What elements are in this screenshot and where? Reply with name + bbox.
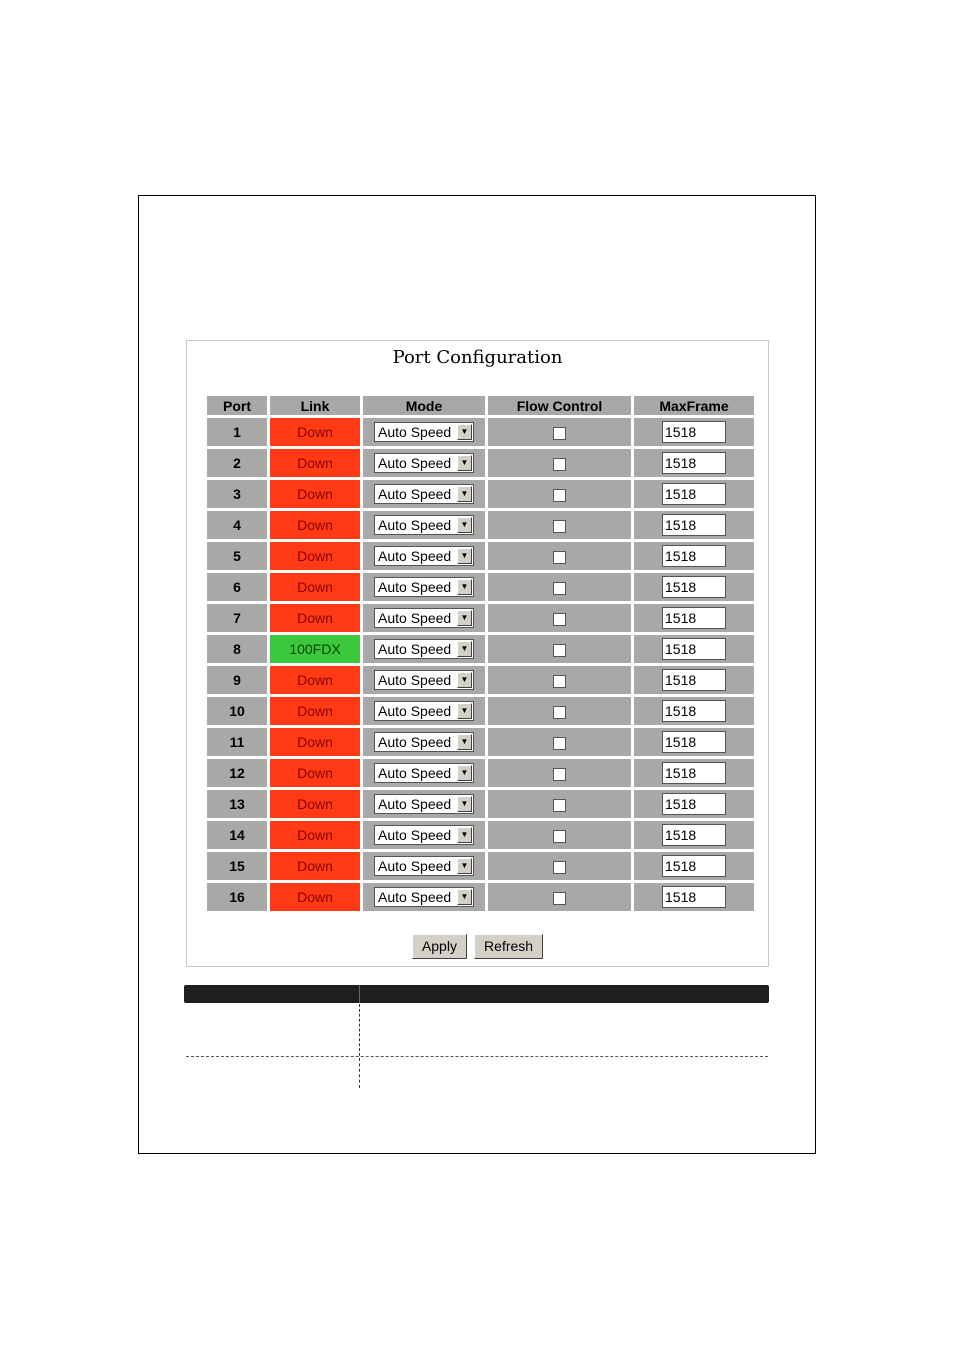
link-status: Down <box>270 542 360 570</box>
flow-control-cell <box>488 573 631 601</box>
maxframe-input[interactable]: 1518 <box>662 452 726 474</box>
link-status: Down <box>270 697 360 725</box>
maxframe-input[interactable]: 1518 <box>662 700 726 722</box>
flow-control-checkbox[interactable] <box>553 861 566 874</box>
port-number: 7 <box>207 604 267 632</box>
flow-control-cell <box>488 604 631 632</box>
maxframe-cell <box>634 511 754 539</box>
maxframe-input[interactable]: 1518 <box>662 576 726 598</box>
chevron-down-icon[interactable]: ▼ <box>457 889 472 905</box>
flow-control-checkbox[interactable] <box>553 613 566 626</box>
mode-select-value: Auto Speed <box>378 703 452 719</box>
flow-control-cell <box>488 542 631 570</box>
flow-control-checkbox[interactable] <box>553 551 566 564</box>
link-status: Down <box>270 418 360 446</box>
mode-select-value: Auto Speed <box>378 486 452 502</box>
table-row <box>207 480 754 508</box>
maxframe-cell <box>634 418 754 446</box>
maxframe-input[interactable]: 1518 <box>662 824 726 846</box>
mode-cell <box>363 449 485 477</box>
mode-select-value: Auto Speed <box>378 610 452 626</box>
table-row <box>207 697 754 725</box>
flow-control-checkbox[interactable] <box>553 768 566 781</box>
link-status: Down <box>270 604 360 632</box>
flow-control-cell <box>488 790 631 818</box>
maxframe-cell <box>634 821 754 849</box>
maxframe-input[interactable]: 1518 <box>662 638 726 660</box>
link-status: Down <box>270 759 360 787</box>
mode-cell <box>363 790 485 818</box>
mode-select[interactable] <box>374 825 474 845</box>
mode-select-value: Auto Speed <box>378 424 452 440</box>
column-header-link: Link <box>270 396 360 415</box>
mode-select[interactable] <box>374 422 474 442</box>
chevron-down-icon[interactable]: ▼ <box>457 517 472 533</box>
column-divider <box>359 1058 360 1088</box>
chevron-down-icon[interactable]: ▼ <box>457 672 472 688</box>
mode-cell <box>363 666 485 694</box>
mode-cell <box>363 759 485 787</box>
chevron-down-icon[interactable]: ▼ <box>457 858 472 874</box>
flow-control-checkbox[interactable] <box>553 458 566 471</box>
mode-select[interactable] <box>374 794 474 814</box>
mode-select[interactable] <box>374 577 474 597</box>
chevron-down-icon[interactable]: ▼ <box>457 703 472 719</box>
port-number: 5 <box>207 542 267 570</box>
table-row <box>207 418 754 446</box>
port-number: 8 <box>207 635 267 663</box>
chevron-down-icon[interactable]: ▼ <box>457 424 472 440</box>
flow-control-cell <box>488 697 631 725</box>
link-status: Down <box>270 883 360 911</box>
link-status: Down <box>270 511 360 539</box>
mode-select-value: Auto Speed <box>378 796 452 812</box>
mode-cell <box>363 542 485 570</box>
flow-control-checkbox[interactable] <box>553 830 566 843</box>
chevron-down-icon[interactable]: ▼ <box>457 610 472 626</box>
port-number: 10 <box>207 697 267 725</box>
table-row <box>207 728 754 756</box>
port-number: 4 <box>207 511 267 539</box>
mode-select-value: Auto Speed <box>378 517 452 533</box>
link-status: Down <box>270 449 360 477</box>
maxframe-input[interactable]: 1518 <box>662 669 726 691</box>
flow-control-cell <box>488 728 631 756</box>
link-status: Down <box>270 852 360 880</box>
maxframe-cell <box>634 480 754 508</box>
maxframe-input[interactable]: 1518 <box>662 731 726 753</box>
port-number: 2 <box>207 449 267 477</box>
mode-select[interactable] <box>374 732 474 752</box>
flow-control-cell <box>488 480 631 508</box>
chevron-down-icon[interactable]: ▼ <box>457 734 472 750</box>
flow-control-cell <box>488 449 631 477</box>
flow-control-checkbox[interactable] <box>553 799 566 812</box>
mode-select[interactable] <box>374 887 474 907</box>
maxframe-input[interactable]: 1518 <box>662 607 726 629</box>
mode-cell <box>363 635 485 663</box>
chevron-down-icon[interactable]: ▼ <box>457 486 472 502</box>
chevron-down-icon[interactable]: ▼ <box>457 579 472 595</box>
table-row <box>207 790 754 818</box>
port-number: 15 <box>207 852 267 880</box>
mode-select-value: Auto Speed <box>378 548 452 564</box>
mode-cell <box>363 821 485 849</box>
mode-select[interactable] <box>374 608 474 628</box>
flow-control-checkbox[interactable] <box>553 489 566 502</box>
mode-select[interactable] <box>374 639 474 659</box>
maxframe-cell <box>634 604 754 632</box>
column-divider <box>359 1004 360 1056</box>
mode-select-value: Auto Speed <box>378 827 452 843</box>
maxframe-cell <box>634 697 754 725</box>
flow-control-cell <box>488 511 631 539</box>
mode-select[interactable] <box>374 763 474 783</box>
maxframe-cell <box>634 883 754 911</box>
flow-control-cell <box>488 635 631 663</box>
table-header-row <box>207 396 754 415</box>
table-row <box>207 449 754 477</box>
flow-control-cell <box>488 418 631 446</box>
chevron-down-icon[interactable]: ▼ <box>457 455 472 471</box>
port-number: 16 <box>207 883 267 911</box>
maxframe-cell <box>634 449 754 477</box>
mode-select[interactable] <box>374 701 474 721</box>
mode-cell <box>363 697 485 725</box>
mode-cell <box>363 511 485 539</box>
mode-select-value: Auto Speed <box>378 455 452 471</box>
flow-control-checkbox[interactable] <box>553 737 566 750</box>
flow-control-checkbox[interactable] <box>553 892 566 905</box>
flow-control-checkbox[interactable] <box>553 675 566 688</box>
flow-control-checkbox[interactable] <box>553 644 566 657</box>
page-title: Port Configuration <box>392 347 563 368</box>
maxframe-input[interactable]: 1518 <box>662 545 726 567</box>
link-status: Down <box>270 480 360 508</box>
column-header-mode: Mode <box>363 396 485 415</box>
flow-control-checkbox[interactable] <box>553 520 566 533</box>
table-row <box>207 852 754 880</box>
button-row <box>187 934 768 959</box>
maxframe-input[interactable]: 1518 <box>662 886 726 908</box>
mode-cell <box>363 728 485 756</box>
maxframe-cell <box>634 666 754 694</box>
column-header-port: Port <box>207 396 267 415</box>
mode-select-value: Auto Speed <box>378 765 452 781</box>
maxframe-input[interactable]: 1518 <box>662 762 726 784</box>
mode-select-value: Auto Speed <box>378 734 452 750</box>
parameter-table-header <box>184 985 769 1003</box>
flow-control-cell <box>488 759 631 787</box>
maxframe-input[interactable]: 1518 <box>662 421 726 443</box>
mode-select-value: Auto Speed <box>378 579 452 595</box>
maxframe-input[interactable]: 1518 <box>662 483 726 505</box>
table-row <box>207 821 754 849</box>
flow-control-cell <box>488 852 631 880</box>
flow-control-checkbox[interactable] <box>553 582 566 595</box>
port-number: 13 <box>207 790 267 818</box>
table-row <box>207 573 754 601</box>
maxframe-cell <box>634 542 754 570</box>
port-number: 9 <box>207 666 267 694</box>
apply-button[interactable]: Apply <box>412 934 467 959</box>
mode-select[interactable] <box>374 670 474 690</box>
table-row <box>207 759 754 787</box>
port-number: 14 <box>207 821 267 849</box>
chevron-down-icon[interactable]: ▼ <box>457 827 472 843</box>
chevron-down-icon[interactable]: ▼ <box>457 796 472 812</box>
flow-control-cell <box>488 666 631 694</box>
link-status: Down <box>270 790 360 818</box>
mode-cell <box>363 418 485 446</box>
table-row <box>207 542 754 570</box>
mode-select-value: Auto Speed <box>378 858 452 874</box>
mode-select-value: Auto Speed <box>378 641 452 657</box>
mode-cell <box>363 573 485 601</box>
column-header-flow-control: Flow Control <box>488 396 631 415</box>
port-table <box>204 393 757 914</box>
table-row <box>207 635 754 663</box>
maxframe-cell <box>634 759 754 787</box>
chevron-down-icon[interactable]: ▼ <box>457 548 472 564</box>
flow-control-checkbox[interactable] <box>553 427 566 440</box>
maxframe-cell <box>634 790 754 818</box>
mode-select[interactable] <box>374 515 474 535</box>
port-number: 6 <box>207 573 267 601</box>
port-number: 11 <box>207 728 267 756</box>
chevron-down-icon[interactable]: ▼ <box>457 765 472 781</box>
mode-cell <box>363 604 485 632</box>
link-status: Down <box>270 728 360 756</box>
mode-cell <box>363 852 485 880</box>
mode-cell <box>363 480 485 508</box>
mode-select-value: Auto Speed <box>378 672 452 688</box>
maxframe-cell <box>634 635 754 663</box>
flow-control-cell <box>488 821 631 849</box>
maxframe-cell <box>634 573 754 601</box>
table-row <box>207 666 754 694</box>
mode-select[interactable] <box>374 546 474 566</box>
header-divider <box>359 985 360 1003</box>
table-row <box>207 604 754 632</box>
mode-select[interactable] <box>374 856 474 876</box>
chevron-down-icon[interactable]: ▼ <box>457 641 472 657</box>
maxframe-input[interactable]: 1518 <box>662 514 726 536</box>
mode-select[interactable] <box>374 453 474 473</box>
mode-select[interactable] <box>374 484 474 504</box>
maxframe-input[interactable]: 1518 <box>662 793 726 815</box>
flow-control-checkbox[interactable] <box>553 706 566 719</box>
row-divider <box>186 1056 768 1057</box>
table-row <box>207 883 754 911</box>
port-configuration-panel <box>186 340 769 967</box>
port-number: 1 <box>207 418 267 446</box>
maxframe-input[interactable]: 1518 <box>662 855 726 877</box>
port-number: 3 <box>207 480 267 508</box>
mode-select-value: Auto Speed <box>378 889 452 905</box>
column-header-maxframe: MaxFrame <box>634 396 754 415</box>
flow-control-cell <box>488 883 631 911</box>
maxframe-cell <box>634 852 754 880</box>
link-status: Down <box>270 821 360 849</box>
refresh-button[interactable]: Refresh <box>474 934 543 959</box>
port-number: 12 <box>207 759 267 787</box>
table-row <box>207 511 754 539</box>
mode-cell <box>363 883 485 911</box>
maxframe-cell <box>634 728 754 756</box>
link-status: 100FDX <box>270 635 360 663</box>
link-status: Down <box>270 573 360 601</box>
link-status: Down <box>270 666 360 694</box>
